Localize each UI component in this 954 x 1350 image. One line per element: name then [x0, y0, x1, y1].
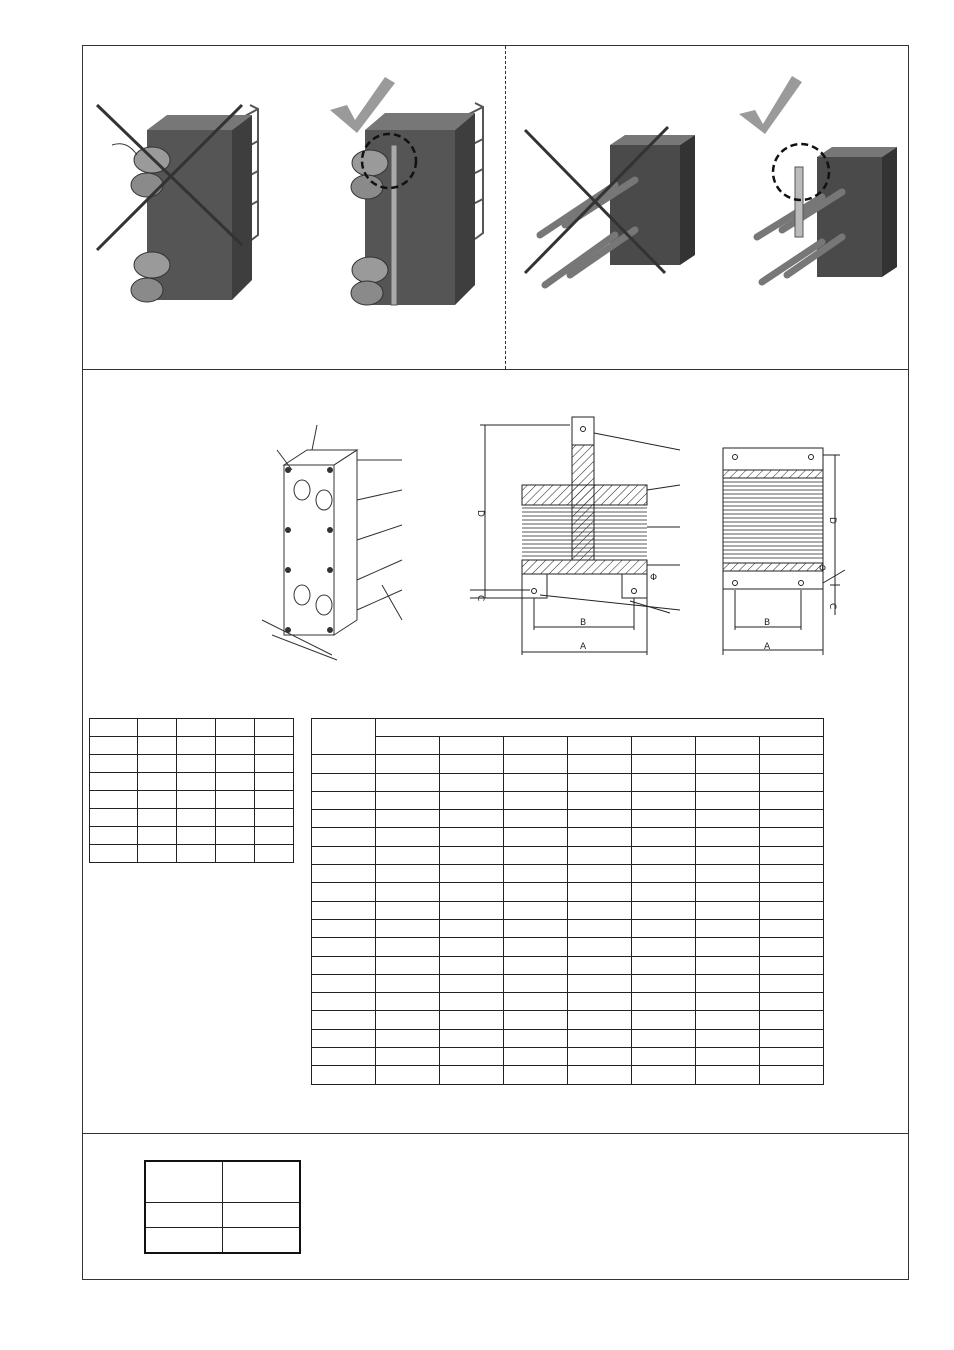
checkmark-icon — [739, 76, 802, 134]
legend-table — [144, 1160, 301, 1254]
dim-label-b: B — [580, 618, 587, 628]
dim-label-d: D — [475, 510, 485, 517]
divider-top — [82, 369, 909, 370]
dim-label-phi-side: Φ — [819, 564, 827, 574]
lifting-diagram-front — [470, 415, 700, 660]
large-table — [311, 718, 824, 1085]
illustration-wrong-horizontal — [520, 125, 695, 290]
illustration-correct-horizontal — [737, 72, 897, 297]
dim-label-b-side: B — [764, 618, 771, 628]
dim-label-c: C — [475, 595, 485, 602]
illustration-wrong-vertical — [92, 95, 272, 325]
illustration-correct-vertical — [325, 75, 505, 325]
dim-label-c-side: C — [827, 603, 837, 610]
dim-label-phi: Φ — [650, 573, 658, 583]
dim-label-d-side: D — [827, 517, 837, 524]
isometric-exchanger-drawing — [262, 420, 412, 660]
dashed-separator — [505, 46, 506, 369]
divider-bottom — [82, 1133, 909, 1134]
small-table — [89, 718, 294, 863]
dim-label-a: A — [580, 642, 587, 652]
dim-label-a-side: A — [764, 642, 771, 652]
lifting-diagram-side — [720, 445, 850, 660]
